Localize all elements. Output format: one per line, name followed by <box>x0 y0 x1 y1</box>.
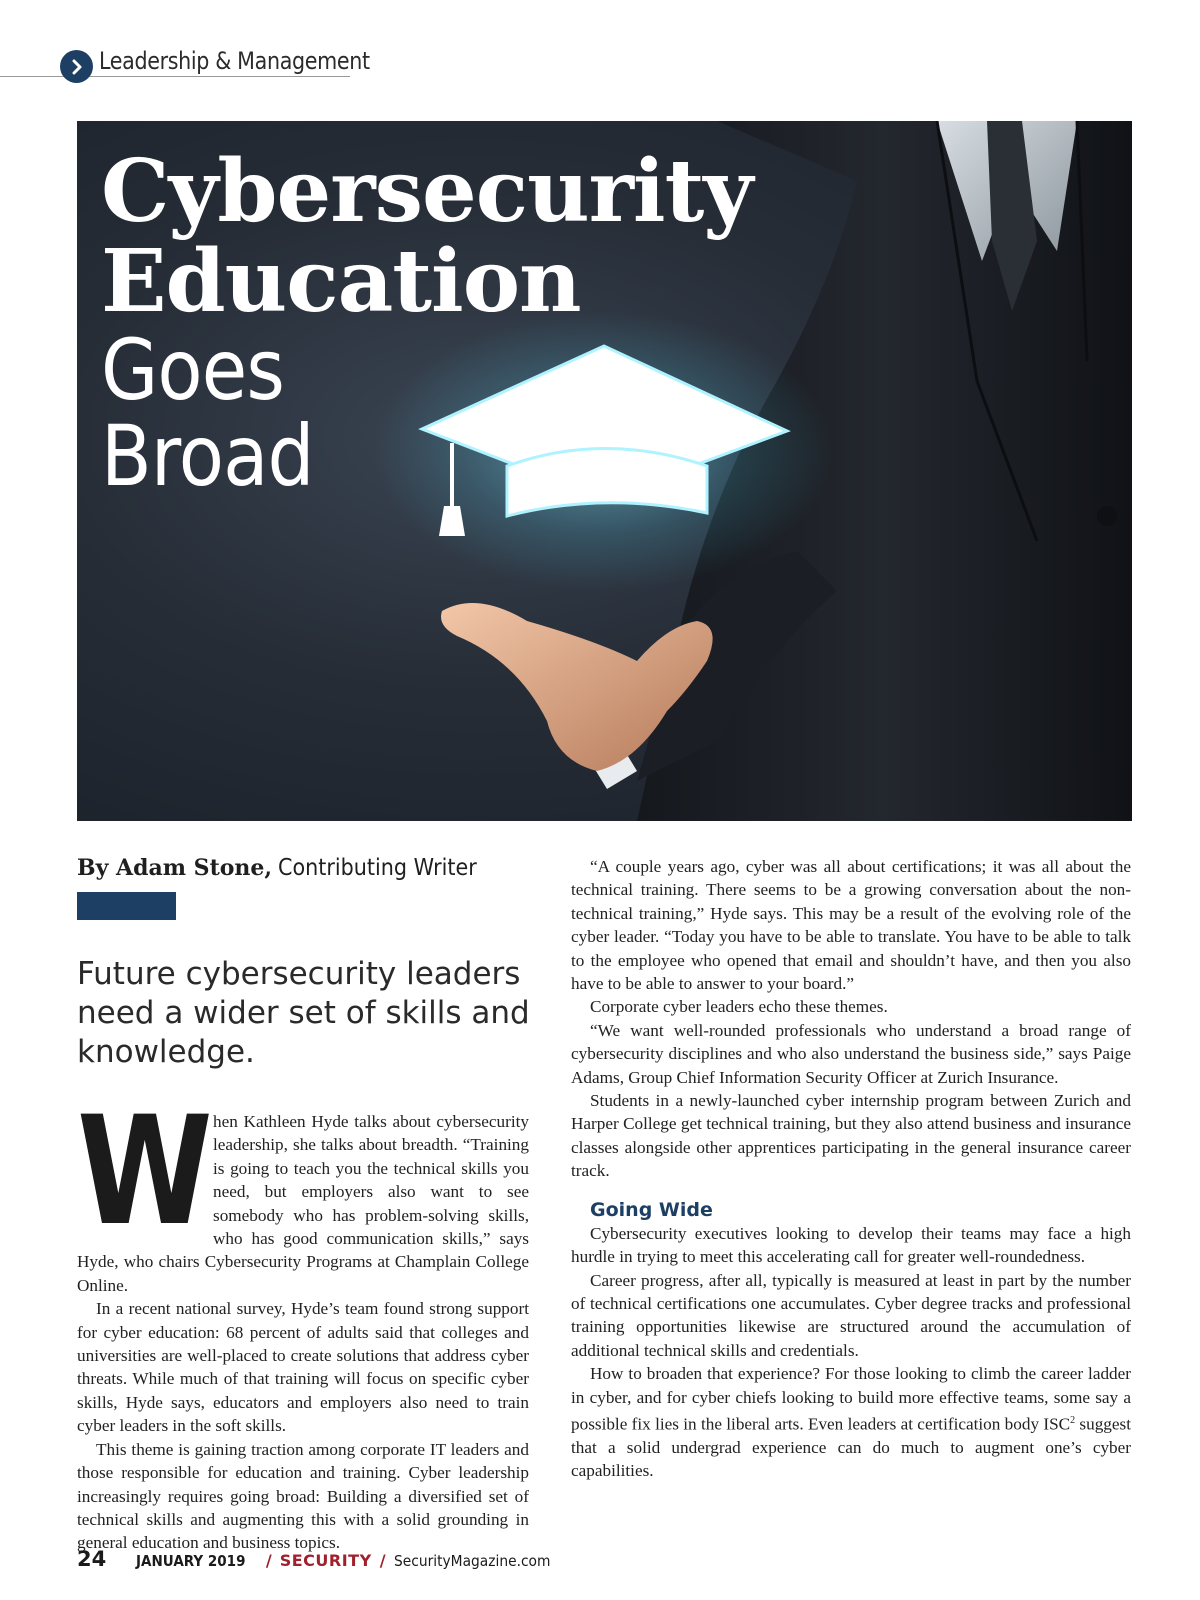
title-line-2: Education <box>101 231 581 332</box>
title-line-3: Goes <box>101 321 284 419</box>
title-line-1: Cybersecurity <box>101 141 753 242</box>
hero-title <box>101 141 753 505</box>
title-line-4: Broad <box>101 407 314 505</box>
paragraph: Career progress, after all, typically is measured at least in part by the number of technical certifications one accumulates. Cyber degree tracks and professional training opportunities likewise are structured around the accumulation of additional technical skills and credentials. <box>571 1270 1131 1360</box>
footer-separator: / <box>265 1551 272 1570</box>
chevron-right-icon <box>69 59 85 75</box>
footer-separator: / <box>379 1551 386 1570</box>
superscript: 2 <box>1070 1414 1076 1426</box>
paragraph-text: suggest that a solid undergrad experience can do much to augment one’s cyber capabilities. <box>571 1414 1131 1481</box>
paragraph: Cybersecurity executives looking to develop their teams may face a high hurdle in trying to meet this accelerating call for greater well-roundedness. <box>571 1223 1131 1267</box>
paragraph: Corporate cyber leaders echo these themes. <box>590 997 888 1017</box>
section-chip <box>60 50 93 83</box>
page-number: 24 <box>77 1547 107 1571</box>
paragraph: Students in a newly-launched cyber internship program between Zurich and Harper College get technical training, but they also attend business and insurance classes alongside other apprentices participating in the general insurance career track. <box>571 1091 1131 1181</box>
drop-cap: W <box>77 1085 213 1259</box>
paragraph-text: hen Kathleen Hyde talks about cybersecurity leadership, she talks about breadth. “Training is going to teach you the technical skills you need, but employers also want to see somebody who has problem-solving skills, who has good communication skills,” says Hyde, who chairs Cybersecurity Programs at Champlain College Online. <box>77 1112 529 1295</box>
paragraph: In a recent national survey, Hyde’s team found strong support for cyber education: 68 percent of adults said that colleges and universities are well-placed to create solutions that address cyber threats. While much of that training will focus on specific cyber skills, Hyde says, educators and employers also need to train cyber leaders in the soft skills. <box>77 1299 529 1436</box>
magazine-name: SECURITY <box>279 1551 372 1570</box>
paragraph: “A couple years ago, cyber was all about certifications; it was all about the technical training. There seems to be a growing conversation about the non-technical training,” Hyde says. This may be a result of the evolving role of the cyber leader. “Today you have to be able to translate. You have to be able to talk to the employee who opened that email and shouldn’t have, and then you also have to be able to answer to your board.” <box>571 857 1131 994</box>
left-column <box>77 1085 529 1555</box>
byline-author: By Adam Stone, <box>77 855 273 881</box>
byline-role: Contributing Writer <box>278 855 478 881</box>
section-rule <box>0 76 350 77</box>
hero-image <box>77 121 1132 821</box>
website: SecurityMagazine.com <box>393 1552 550 1570</box>
subheading: Going Wide <box>590 1198 713 1221</box>
paragraph: This theme is gaining traction among corporate IT leaders and those responsible for education and training. Cyber leadership increasingly requires going broad: Building a diversified set of technical skills and augmenting this with a solid grounding in general education and business topics. <box>77 1439 529 1553</box>
byline <box>77 854 499 882</box>
paragraph <box>571 1362 1131 1483</box>
article-deck: Future cybersecurity leaders need a wider set of skills and knowledge. <box>77 956 530 1070</box>
paragraph-text: How to broaden that experience? For those looking to climb the career ladder in cyber, and for cyber chiefs looking to build more effective teams, some say a possible fix lies in the liberal arts. Even leaders at certification body ISC <box>571 1364 1131 1434</box>
issue-date: JANUARY 2019 <box>136 1552 246 1570</box>
paragraph: “We want well-rounded professionals who understand a broad range of cybersecurity disciplines and who also understand the business side,” says Paige Adams, Group Chief Information Security Officer at Zurich Insurance. <box>571 1020 1131 1087</box>
paragraph <box>77 1085 529 1297</box>
right-column <box>571 855 1131 1483</box>
section-label: Leadership & Management <box>99 47 370 75</box>
byline-accent-bar <box>77 892 176 920</box>
page-footer <box>77 1547 564 1571</box>
